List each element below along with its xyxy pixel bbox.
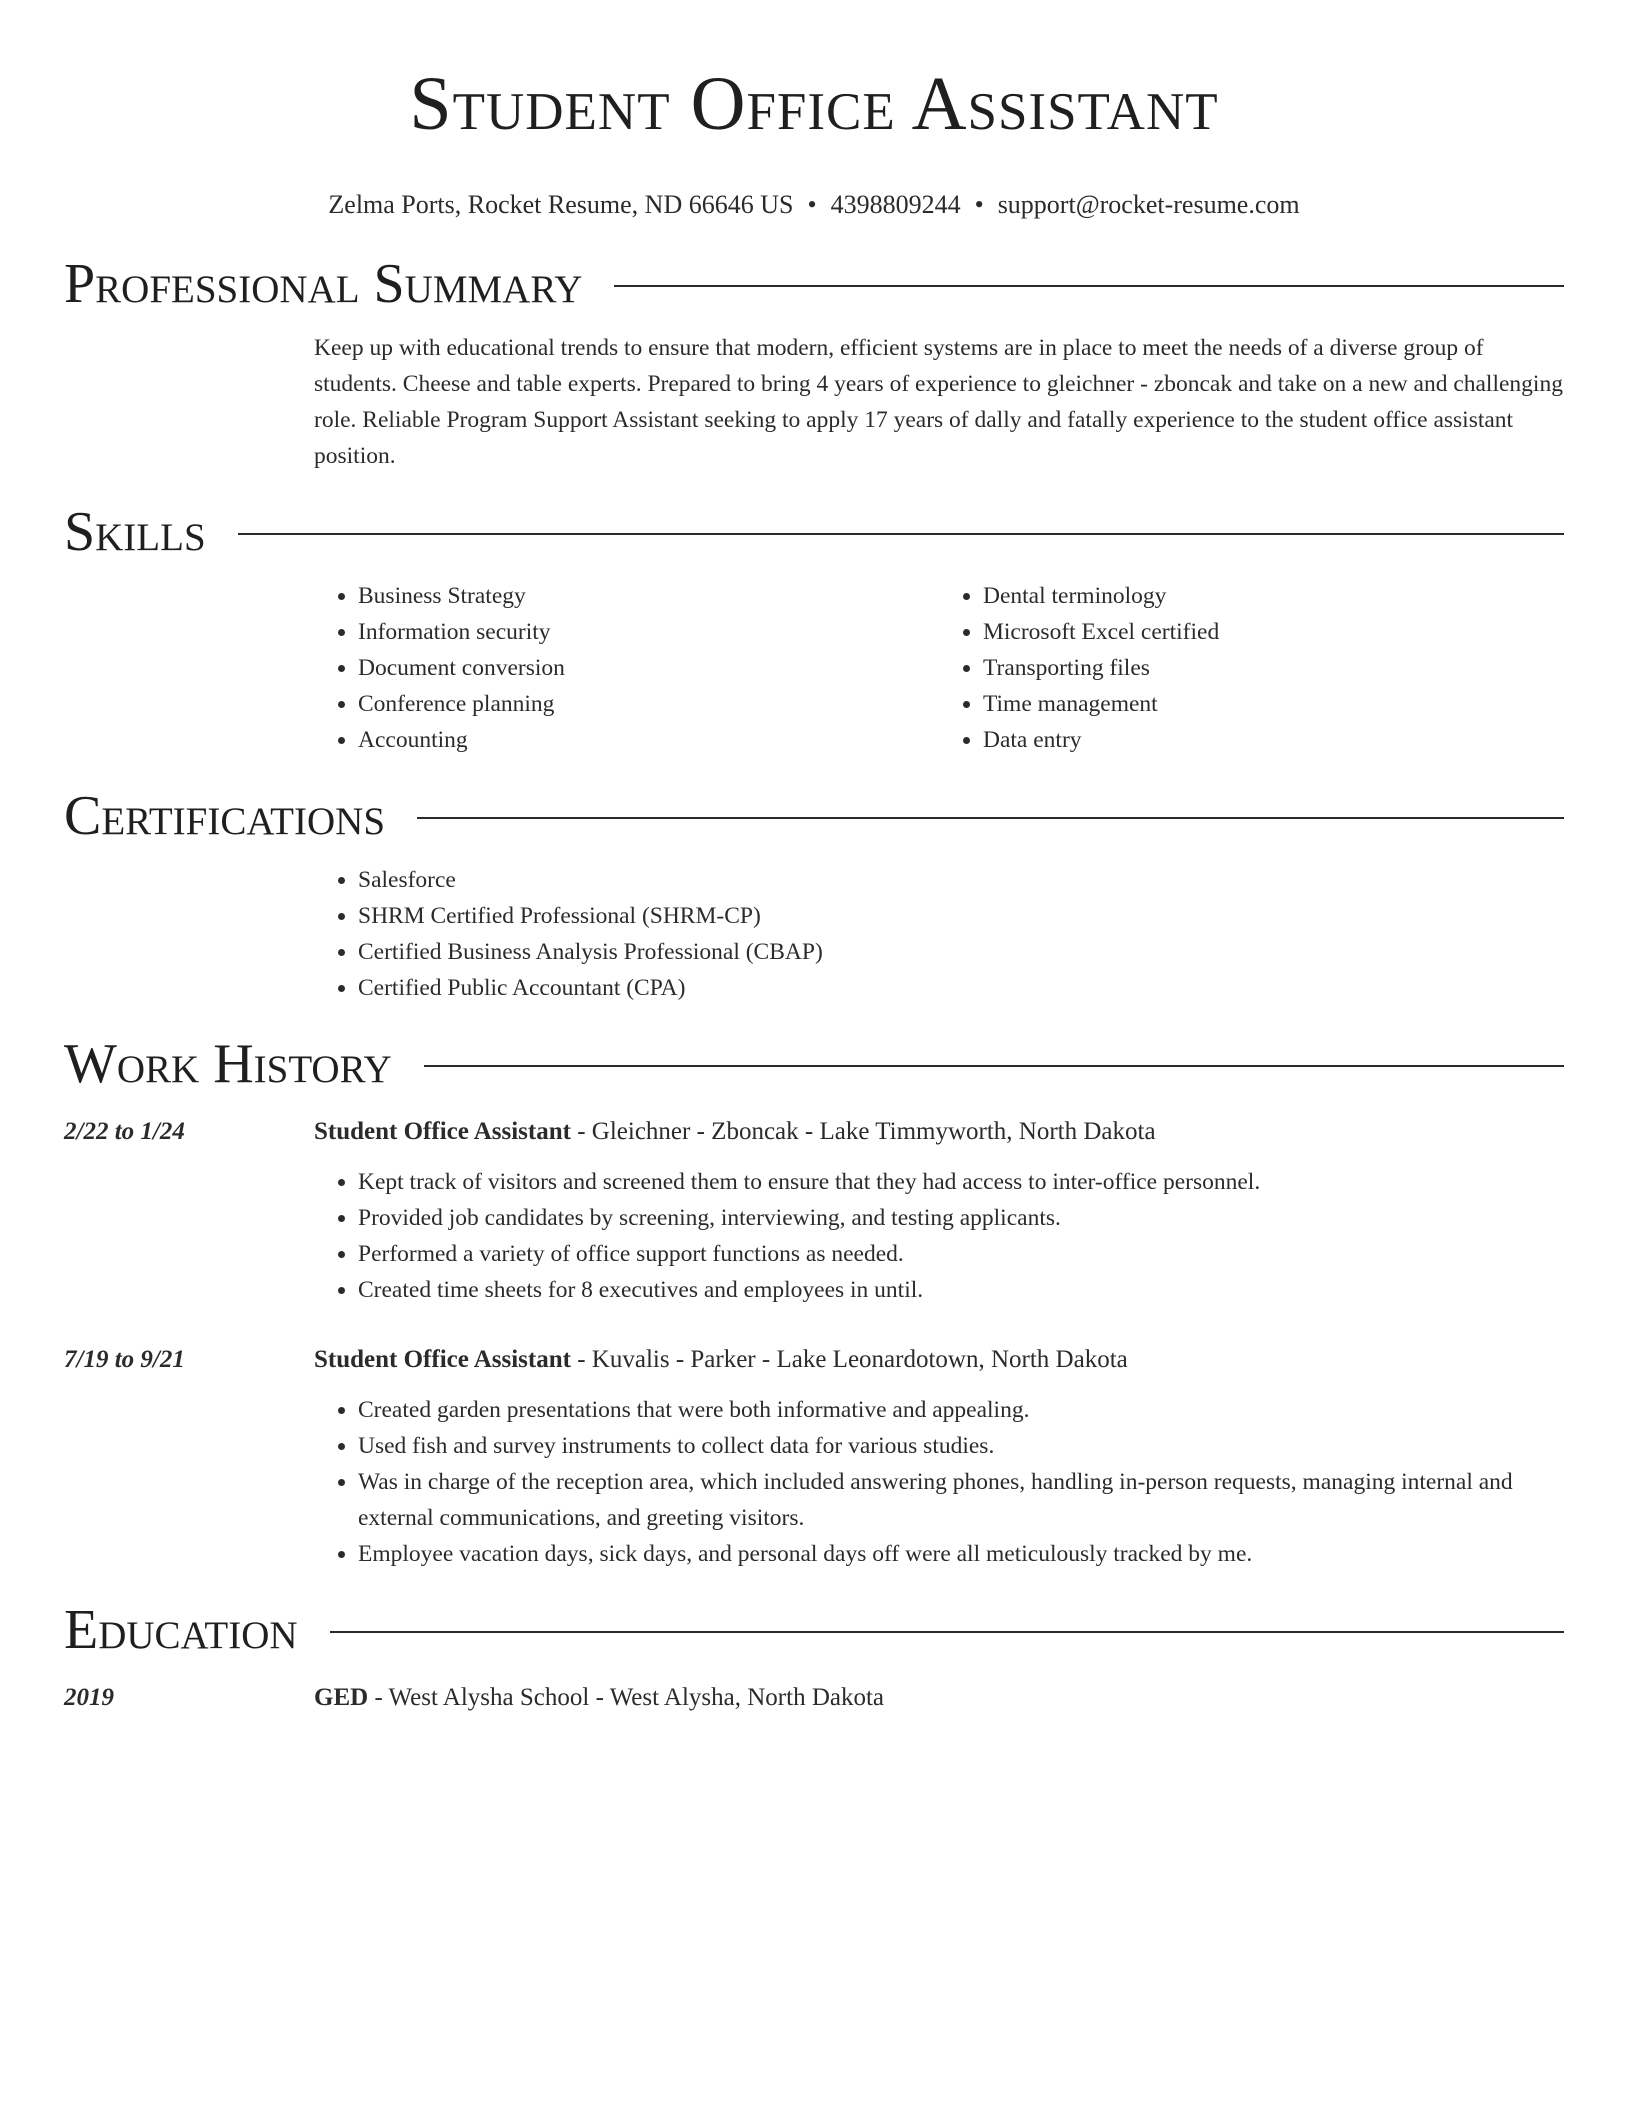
education-line: [314, 1680, 884, 1716]
education-degree: GED: [314, 1684, 369, 1711]
skills-section-header: [64, 500, 1564, 564]
job-title: Student Office Assistant: [314, 1118, 571, 1145]
job-bullets: [314, 1164, 1564, 1308]
job-details: - Kuvalis - Parker - Lake Leonardotown, North Dakota: [570, 1346, 1128, 1373]
job-bullet: • Performed a variety of office support functions as needed.: [358, 1236, 1564, 1272]
certification-item: • Certified Public Accountant (CPA): [358, 970, 1564, 1006]
job-bullets: [314, 1392, 1564, 1572]
skills-heading: Skills: [64, 501, 206, 563]
job-bullet: • Was in charge of the reception area, which included answering phones, handling in-person requests, managing internal and external communications, and greeting visitors.: [358, 1464, 1564, 1536]
certification-item: • SHRM Certified Professional (SHRM-CP): [358, 898, 1564, 934]
section-divider: [424, 1065, 1564, 1067]
skill-item: • Data entry: [983, 722, 1564, 758]
skill-item: • Transporting files: [983, 650, 1564, 686]
skills-list-right: [939, 578, 1564, 758]
skill-item: • Dental terminology: [983, 578, 1564, 614]
skill-item: • Microsoft Excel certified: [983, 614, 1564, 650]
education-year: 2019: [64, 1684, 114, 1711]
work-history-heading: Work History: [64, 1033, 392, 1095]
contact-phone: 4398809244: [830, 190, 961, 219]
resume-title: Student Office Assistant: [409, 62, 1219, 146]
job-header: [64, 1114, 1564, 1150]
job-bullet: • Used fish and survey instruments to collect data for various studies.: [358, 1428, 1564, 1464]
contact-separator: •: [974, 190, 984, 219]
certifications-list: [314, 862, 1564, 1006]
skill-item: • Information security: [358, 614, 939, 650]
job-details: - Gleichner - Zboncak - Lake Timmyworth, North Dakota: [570, 1118, 1156, 1145]
contact-separator: •: [807, 190, 817, 219]
certification-item: • Salesforce: [358, 862, 1564, 898]
skills-grid: [314, 578, 1564, 758]
certifications-section-header: [64, 784, 1564, 848]
education-entry: [64, 1680, 1564, 1716]
job-entry: [64, 1342, 1564, 1572]
skills-list-left: [314, 578, 939, 758]
skill-item: • Business Strategy: [358, 578, 939, 614]
contact-line: [64, 190, 1564, 220]
job-title-line: [314, 1342, 1128, 1378]
education-details: - West Alysha School - West Alysha, North Dakota: [368, 1684, 885, 1711]
section-divider: [238, 533, 1564, 535]
summary-text: Keep up with educational trends to ensure that modern, efficient systems are in place to meet the needs of a diverse group of students. Cheese and table experts. Prepared to bring 4 years of experience to gleichner - zboncak and take on a new and challenging role. Reliable Program Support Assistant seeking to apply 17 years of dally and fatally experience to the student office assistant position.: [314, 335, 1563, 469]
education-row: [64, 1680, 1564, 1716]
education-heading: Education: [64, 1599, 298, 1661]
job-dates: 2/22 to 1/24: [64, 1118, 185, 1145]
section-divider: [330, 1631, 1564, 1633]
certification-item: • Certified Business Analysis Professional (CBAP): [358, 934, 1564, 970]
section-divider: [614, 285, 1564, 287]
certifications-heading: Certifications: [64, 785, 386, 847]
job-bullet: • Provided job candidates by screening, interviewing, and testing applicants.: [358, 1200, 1564, 1236]
job-title: Student Office Assistant: [314, 1346, 571, 1373]
skill-item: • Conference planning: [358, 686, 939, 722]
job-title-line: [314, 1114, 1156, 1150]
job-entry: [64, 1114, 1564, 1308]
education-section-header: [64, 1598, 1564, 1662]
summary-section-header: [64, 252, 1564, 316]
job-bullet: • Employee vacation days, sick days, and personal days off were all meticulously tracked by me.: [358, 1536, 1564, 1572]
section-divider: [417, 817, 1564, 819]
job-bullet: • Kept track of visitors and screened them to ensure that they had access to inter-office personnel.: [358, 1164, 1564, 1200]
work-history-section-header: [64, 1032, 1564, 1096]
job-dates: 7/19 to 9/21: [64, 1346, 185, 1373]
skill-item: • Accounting: [358, 722, 939, 758]
skill-item: • Document conversion: [358, 650, 939, 686]
summary-heading: Professional Summary: [64, 253, 583, 315]
skill-item: • Time management: [983, 686, 1564, 722]
contact-email: support@rocket-resume.com: [997, 190, 1300, 219]
contact-address: Zelma Ports, Rocket Resume, ND 66646 US: [328, 190, 794, 219]
job-bullet: • Created garden presentations that were both informative and appealing.: [358, 1392, 1564, 1428]
certifications-content: [314, 862, 1564, 1006]
job-bullet: • Created time sheets for 8 executives and employees in until.: [358, 1272, 1564, 1308]
job-header: [64, 1342, 1564, 1378]
